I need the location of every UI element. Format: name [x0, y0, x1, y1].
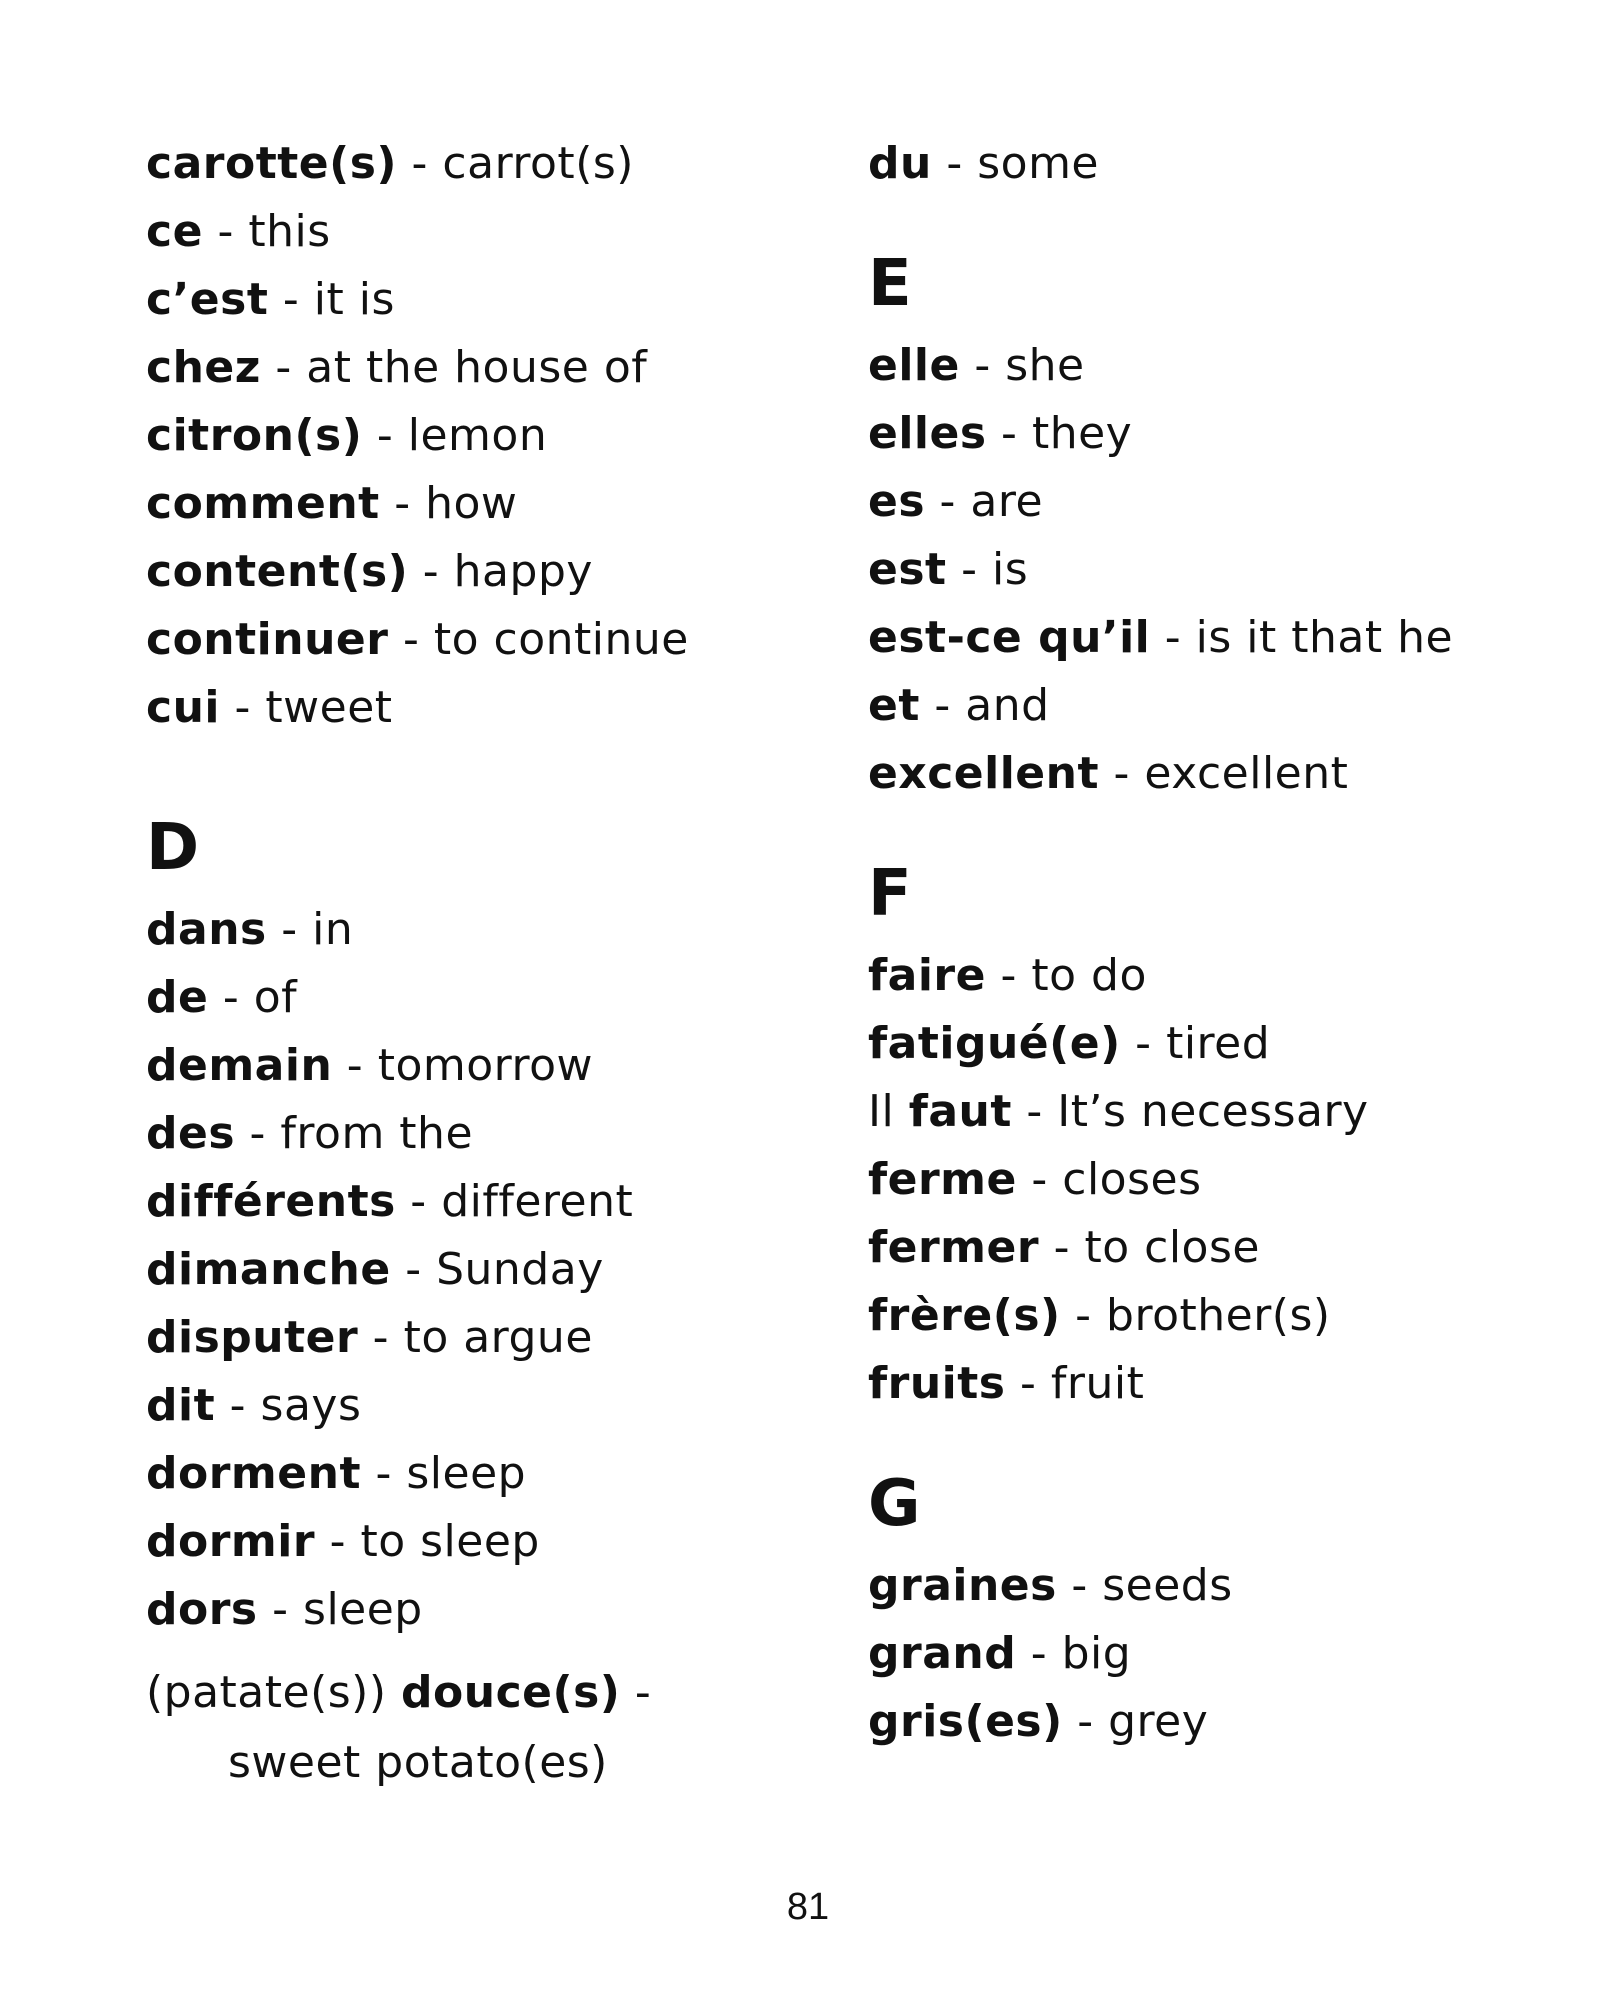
separator: - — [375, 1448, 392, 1499]
english-translation: sleep — [303, 1584, 423, 1635]
english-translation: are — [970, 476, 1044, 527]
glossary-entry — [146, 402, 866, 470]
separator: - — [1001, 408, 1018, 459]
english-translation: to argue — [403, 1312, 593, 1363]
english-translation: of — [253, 972, 298, 1023]
separator: - — [394, 478, 411, 529]
separator: - — [1113, 748, 1130, 799]
glossary-entry — [146, 1032, 866, 1100]
english-translation: to do — [1031, 950, 1147, 1001]
french-word: demain — [146, 1040, 333, 1091]
glossary-entry — [146, 266, 866, 334]
section-letter-e: E — [868, 247, 912, 321]
french-word: fermer — [868, 1222, 1040, 1273]
english-translation: she — [1005, 340, 1085, 391]
english-translation: It’s necessary — [1057, 1086, 1369, 1137]
separator: - — [222, 972, 240, 1023]
french-prefix: (patate(s)) — [146, 1667, 387, 1718]
english-translation: carrot(s) — [442, 138, 634, 189]
glossary-left-column — [146, 130, 866, 1798]
glossary-entry — [868, 604, 1588, 672]
glossary-right-column — [868, 130, 1588, 1756]
french-prefix: Il — [868, 1086, 895, 1137]
separator: - — [1077, 1696, 1094, 1747]
separator: - — [939, 476, 956, 527]
separator: - — [410, 1176, 427, 1227]
french-word: citron(s) — [146, 410, 363, 461]
french-word: douce(s) — [401, 1667, 621, 1718]
french-word: disputer — [146, 1312, 359, 1363]
french-word: c’est — [146, 274, 269, 325]
french-word: du — [868, 138, 932, 189]
glossary-entry — [868, 1282, 1588, 1350]
english-translation: grey — [1108, 1696, 1209, 1747]
glossary-entry — [868, 740, 1588, 808]
english-translation: it is — [313, 274, 395, 325]
separator: - — [1000, 950, 1017, 1001]
glossary-entry — [146, 1372, 866, 1440]
separator: - — [1164, 612, 1182, 663]
section-letter-f: F — [868, 857, 912, 931]
glossary-entry — [146, 964, 866, 1032]
separator: - — [376, 410, 394, 461]
french-word: content(s) — [146, 546, 409, 597]
french-word: gris(es) — [868, 1696, 1063, 1747]
english-translation: to close — [1084, 1222, 1260, 1273]
english-translation: at the house of — [306, 342, 648, 393]
french-word: différents — [146, 1176, 396, 1227]
french-word: es — [868, 476, 926, 527]
glossary-entry — [868, 468, 1588, 536]
english-translation: says — [260, 1380, 362, 1431]
french-word: fatigué(e) — [868, 1018, 1121, 1069]
english-translation: tired — [1166, 1018, 1271, 1069]
separator: - — [1026, 1086, 1043, 1137]
french-word: graines — [868, 1560, 1057, 1611]
section-letter-g: G — [868, 1467, 921, 1541]
glossary-entry — [146, 130, 866, 198]
english-translation: from the — [280, 1108, 474, 1159]
glossary-entry — [868, 130, 1588, 198]
french-word: des — [146, 1108, 236, 1159]
english-translation: excellent — [1144, 748, 1349, 799]
english-translation: brother(s) — [1106, 1290, 1331, 1341]
french-word: ferme — [868, 1154, 1017, 1205]
glossary-entry — [146, 198, 866, 266]
english-translation: and — [965, 680, 1050, 731]
glossary-entry — [146, 1508, 866, 1576]
glossary-entry — [868, 536, 1588, 604]
separator: - — [405, 1244, 422, 1295]
glossary-entry — [146, 334, 866, 402]
separator: - — [346, 1040, 364, 1091]
separator: - — [974, 340, 991, 391]
english-translation: to continue — [433, 614, 689, 665]
glossary-entry — [868, 1214, 1588, 1282]
english-translation: sleep — [406, 1448, 527, 1499]
french-word: excellent — [868, 748, 1100, 799]
french-word: ce — [146, 206, 203, 257]
separator: - — [634, 1667, 652, 1718]
english-translation: closes — [1062, 1154, 1202, 1205]
french-word: faire — [868, 950, 986, 1001]
english-translation: is it that he — [1195, 612, 1454, 663]
french-word: dimanche — [146, 1244, 391, 1295]
french-word: est — [868, 544, 947, 595]
separator: - — [1053, 1222, 1070, 1273]
english-translation: big — [1061, 1628, 1132, 1679]
separator: - — [402, 614, 420, 665]
french-word: cui — [146, 682, 220, 733]
glossary-entry-douces — [146, 1658, 866, 1798]
english-translation: happy — [453, 546, 593, 597]
glossary-entry — [868, 1350, 1588, 1418]
glossary-entry — [868, 1552, 1588, 1620]
french-word: elle — [868, 340, 960, 391]
glossary-entry — [868, 400, 1588, 468]
separator: - — [961, 544, 978, 595]
glossary-entry — [868, 1620, 1588, 1688]
english-translation: lemon — [407, 410, 548, 461]
french-word: dit — [146, 1380, 216, 1431]
glossary-entry — [146, 896, 866, 964]
separator: - — [1071, 1560, 1088, 1611]
separator: - — [1135, 1018, 1152, 1069]
french-word: et — [868, 680, 920, 731]
glossary-entry — [146, 1100, 866, 1168]
english-translation: to sleep — [360, 1516, 540, 1567]
separator: - — [329, 1516, 346, 1567]
french-word: continuer — [146, 614, 389, 665]
glossary-entry — [146, 674, 866, 742]
french-word: comment — [146, 478, 380, 529]
separator: - — [234, 682, 251, 733]
glossary-entry — [868, 942, 1588, 1010]
french-word: grand — [868, 1628, 1017, 1679]
glossary-entry — [868, 332, 1588, 400]
separator: - — [281, 904, 298, 955]
separator: - — [272, 1584, 289, 1635]
glossary-entry — [868, 1688, 1588, 1756]
glossary-entry — [146, 1576, 866, 1644]
separator: - — [1019, 1358, 1037, 1409]
glossary-entry — [868, 1146, 1588, 1214]
separator: - — [422, 546, 440, 597]
separator: - — [372, 1312, 390, 1363]
separator: - — [1075, 1290, 1092, 1341]
separator: - — [229, 1380, 247, 1431]
separator: - — [249, 1108, 266, 1159]
english-translation: seeds — [1102, 1560, 1233, 1611]
french-word: chez — [146, 342, 261, 393]
french-word: dans — [146, 904, 267, 955]
separator: - — [275, 342, 292, 393]
french-word: faut — [908, 1086, 1012, 1137]
glossary-entry — [868, 672, 1588, 740]
french-word: frère(s) — [868, 1290, 1061, 1341]
separator: - — [1031, 1154, 1048, 1205]
glossary-entry — [146, 1304, 866, 1372]
french-word: est-ce qu’il — [868, 612, 1151, 663]
separator: - — [411, 138, 428, 189]
glossary-entry — [146, 1236, 866, 1304]
english-translation: tomorrow — [377, 1040, 593, 1091]
glossary-entry — [868, 1010, 1588, 1078]
separator: - — [934, 680, 951, 731]
glossary-entry — [868, 1078, 1588, 1146]
english-translation: tweet — [265, 682, 393, 733]
english-translation: how — [425, 478, 518, 529]
english-translation: some — [977, 138, 1099, 189]
english-translation: fruit — [1050, 1358, 1145, 1409]
french-word: fruits — [868, 1358, 1006, 1409]
english-translation: in — [312, 904, 354, 955]
french-word: dormir — [146, 1516, 316, 1567]
french-word: carotte(s) — [146, 138, 398, 189]
glossary-entry — [146, 1440, 866, 1508]
section-letter-d: D — [146, 811, 200, 885]
separator: - — [217, 206, 234, 257]
french-word: dors — [146, 1584, 258, 1635]
separator: - — [1030, 1628, 1048, 1679]
english-translation: this — [248, 206, 331, 257]
french-word: de — [146, 972, 209, 1023]
french-word: elles — [868, 408, 987, 459]
english-translation: different — [441, 1176, 634, 1227]
english-translation: Sunday — [436, 1244, 604, 1295]
separator: - — [282, 274, 300, 325]
glossary-entry — [146, 538, 866, 606]
glossary-entry — [146, 1168, 866, 1236]
english-translation: is — [991, 544, 1029, 595]
glossary-entry — [146, 470, 866, 538]
separator: - — [946, 138, 963, 189]
english-translation: sweet potato(es) — [228, 1737, 608, 1788]
french-word: dorment — [146, 1448, 361, 1499]
glossary-entry — [146, 606, 866, 674]
page-number: 81 — [786, 1886, 830, 1928]
english-translation: they — [1031, 408, 1133, 459]
